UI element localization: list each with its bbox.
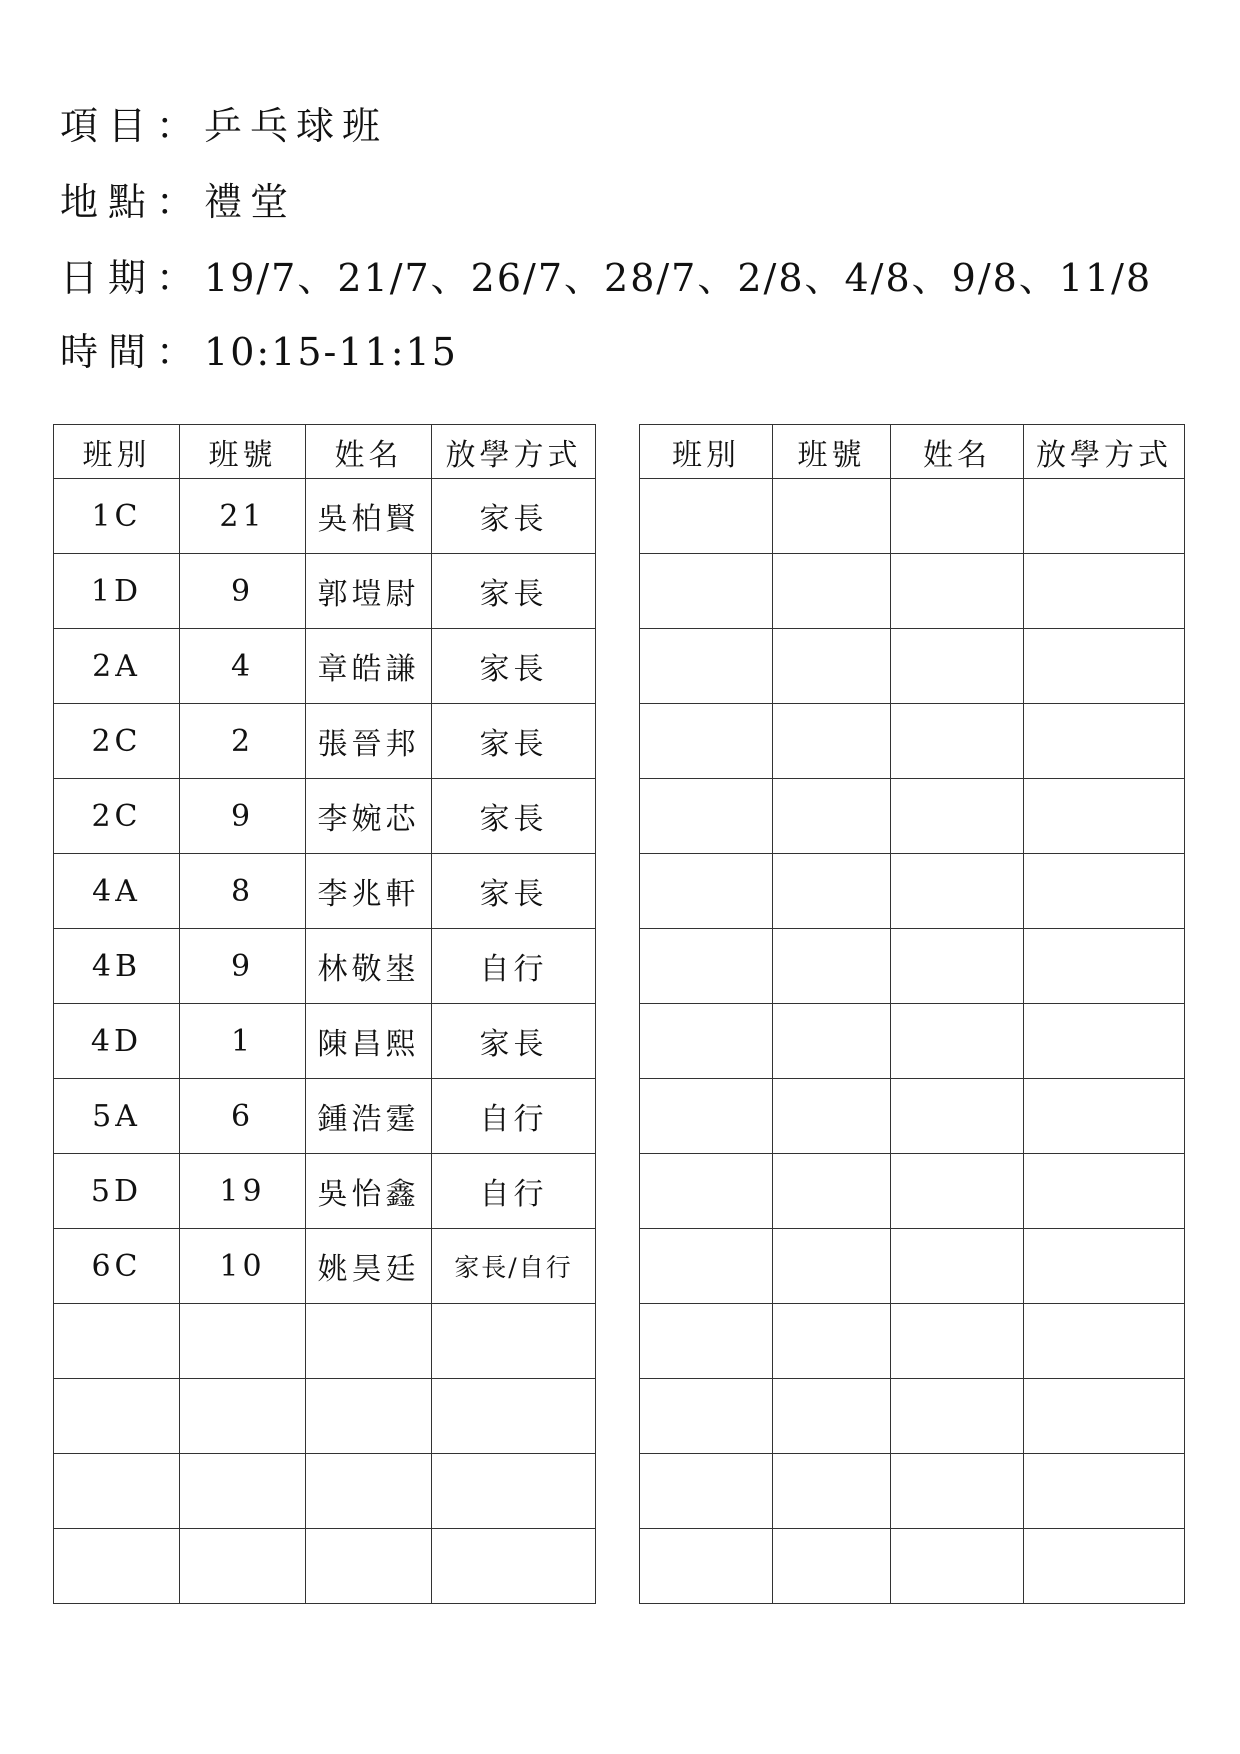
table-row: [640, 854, 1185, 929]
cell-class: [640, 929, 773, 1004]
cell-class: [640, 1379, 773, 1454]
roster-table-left: [53, 424, 596, 1604]
date-label: 日期：: [60, 256, 205, 300]
cell-class: 2C: [54, 704, 180, 779]
table-row: [640, 1529, 1185, 1604]
column-header-dismissal: 放學方式: [432, 425, 596, 479]
cell-number: 2: [180, 704, 306, 779]
table-row: [640, 1004, 1185, 1079]
table-row: [640, 1379, 1185, 1454]
cell-class: 4D: [54, 1004, 180, 1079]
cell-name: [891, 554, 1024, 629]
cell-class: [640, 1529, 773, 1604]
table-row: [54, 1304, 596, 1379]
cell-class: 5A: [54, 1079, 180, 1154]
cell-name: [891, 1379, 1024, 1454]
cell-class: 4A: [54, 854, 180, 929]
cell-class: [640, 1079, 773, 1154]
cell-number: 9: [180, 779, 306, 854]
cell-class: [640, 1154, 773, 1229]
cell-name: [891, 1229, 1024, 1304]
time-label: 時間：: [60, 330, 205, 374]
table-row: [54, 704, 596, 779]
table-row: [640, 1079, 1185, 1154]
cell-class: 1C: [54, 479, 180, 554]
cell-dismissal: 家長: [432, 479, 596, 554]
cell-class: [54, 1529, 180, 1604]
table-row: [640, 479, 1185, 554]
cell-name: [306, 1379, 432, 1454]
table-row: [640, 554, 1185, 629]
cell-dismissal: [1024, 1154, 1185, 1229]
table-row: [640, 1454, 1185, 1529]
cell-number: [773, 1229, 891, 1304]
cell-class: [640, 1454, 773, 1529]
column-header-dismissal: 放學方式: [1024, 425, 1185, 479]
cell-number: [180, 1529, 306, 1604]
table-row: [640, 929, 1185, 1004]
cell-number: 9: [180, 554, 306, 629]
cell-class: [640, 629, 773, 704]
cell-dismissal: [1024, 1229, 1185, 1304]
cell-number: [773, 929, 891, 1004]
table-row: [54, 854, 596, 929]
table-row: [54, 929, 596, 1004]
cell-name: [891, 1529, 1024, 1604]
table-row: [640, 1154, 1185, 1229]
cell-class: [54, 1379, 180, 1454]
cell-class: 4B: [54, 929, 180, 1004]
cell-name: [891, 479, 1024, 554]
cell-number: [773, 1079, 891, 1154]
cell-class: 2A: [54, 629, 180, 704]
cell-number: 8: [180, 854, 306, 929]
cell-dismissal: [1024, 1079, 1185, 1154]
table-row: [640, 1304, 1185, 1379]
table-row: [640, 779, 1185, 854]
cell-number: [773, 854, 891, 929]
cell-number: 21: [180, 479, 306, 554]
cell-name: [891, 1304, 1024, 1379]
table-row: [54, 1529, 596, 1604]
place-label: 地點：: [60, 180, 205, 224]
cell-number: 19: [180, 1154, 306, 1229]
cell-number: [773, 1379, 891, 1454]
table-row: [54, 629, 596, 704]
cell-number: [773, 1004, 891, 1079]
cell-name: 姚昊廷: [306, 1229, 432, 1304]
cell-dismissal: [1024, 1529, 1185, 1604]
cell-name: [891, 704, 1024, 779]
item-value: 乒乓球班: [204, 104, 389, 148]
cell-class: [640, 854, 773, 929]
cell-class: [640, 479, 773, 554]
cell-class: [54, 1454, 180, 1529]
place-line: [60, 178, 296, 226]
cell-dismissal: 家長: [432, 779, 596, 854]
cell-number: 9: [180, 929, 306, 1004]
cell-name: [891, 1079, 1024, 1154]
cell-dismissal: 家長/自行: [432, 1229, 596, 1304]
cell-dismissal: [432, 1454, 596, 1529]
cell-dismissal: [1024, 479, 1185, 554]
cell-number: [180, 1304, 306, 1379]
item-line: [60, 102, 388, 150]
column-header-name: 姓名: [891, 425, 1024, 479]
cell-number: [773, 479, 891, 554]
cell-dismissal: 自行: [432, 1079, 596, 1154]
cell-name: 李婉芯: [306, 779, 432, 854]
cell-name: [891, 1004, 1024, 1079]
roster-table-right: [639, 424, 1185, 1604]
table-row: [54, 1004, 596, 1079]
table-row: [54, 554, 596, 629]
column-header-number: 班號: [180, 425, 306, 479]
table-row: [54, 1229, 596, 1304]
date-line: [60, 254, 1152, 302]
cell-dismissal: [1024, 1304, 1185, 1379]
cell-class: 5D: [54, 1154, 180, 1229]
cell-dismissal: [432, 1529, 596, 1604]
column-header-class: 班別: [640, 425, 773, 479]
time-line: [60, 328, 458, 376]
cell-class: 1D: [54, 554, 180, 629]
cell-number: [773, 629, 891, 704]
cell-name: [306, 1529, 432, 1604]
cell-dismissal: [1024, 629, 1185, 704]
cell-number: 6: [180, 1079, 306, 1154]
cell-dismissal: 家長: [432, 554, 596, 629]
cell-dismissal: 家長: [432, 704, 596, 779]
table-row: [640, 1229, 1185, 1304]
cell-number: 1: [180, 1004, 306, 1079]
cell-name: [891, 1154, 1024, 1229]
cell-dismissal: 自行: [432, 1154, 596, 1229]
cell-name: 鍾浩霆: [306, 1079, 432, 1154]
cell-dismissal: 家長: [432, 1004, 596, 1079]
cell-name: 章皓謙: [306, 629, 432, 704]
cell-class: [640, 704, 773, 779]
cell-number: [773, 1529, 891, 1604]
cell-number: [773, 704, 891, 779]
cell-class: [54, 1304, 180, 1379]
table-row: [54, 1079, 596, 1154]
cell-number: [773, 554, 891, 629]
item-label: 項目：: [60, 104, 205, 148]
date-value: 19/7、21/7、26/7、28/7、2/8、4/8、9/8、11/8: [204, 256, 1153, 300]
cell-name: 林敬埊: [306, 929, 432, 1004]
cell-name: [306, 1304, 432, 1379]
cell-class: [640, 1229, 773, 1304]
cell-class: [640, 554, 773, 629]
cell-dismissal: [1024, 1004, 1185, 1079]
cell-class: 2C: [54, 779, 180, 854]
cell-number: [180, 1379, 306, 1454]
cell-name: 陳昌熙: [306, 1004, 432, 1079]
cell-number: [180, 1454, 306, 1529]
cell-dismissal: [1024, 854, 1185, 929]
cell-dismissal: [1024, 704, 1185, 779]
cell-name: 郭塏尉: [306, 554, 432, 629]
cell-number: 10: [180, 1229, 306, 1304]
cell-dismissal: [1024, 1379, 1185, 1454]
cell-name: 張晉邦: [306, 704, 432, 779]
cell-name: [891, 779, 1024, 854]
cell-number: 4: [180, 629, 306, 704]
cell-dismissal: [432, 1379, 596, 1454]
cell-name: 吳怡鑫: [306, 1154, 432, 1229]
cell-class: 6C: [54, 1229, 180, 1304]
table-header-row: [640, 425, 1185, 479]
cell-name: [306, 1454, 432, 1529]
cell-dismissal: 家長: [432, 629, 596, 704]
cell-class: [640, 1304, 773, 1379]
table-row: [54, 1454, 596, 1529]
cell-dismissal: [1024, 1454, 1185, 1529]
cell-dismissal: [1024, 929, 1185, 1004]
cell-number: [773, 1154, 891, 1229]
table-row: [54, 779, 596, 854]
column-header-class: 班別: [54, 425, 180, 479]
cell-number: [773, 779, 891, 854]
cell-number: [773, 1454, 891, 1529]
cell-name: [891, 854, 1024, 929]
cell-name: [891, 1454, 1024, 1529]
cell-dismissal: [1024, 554, 1185, 629]
cell-name: [891, 629, 1024, 704]
cell-name: 李兆軒: [306, 854, 432, 929]
table-header-row: [54, 425, 596, 479]
cell-dismissal: [432, 1304, 596, 1379]
table-row: [54, 1154, 596, 1229]
place-value: 禮堂: [204, 180, 297, 224]
column-header-name: 姓名: [306, 425, 432, 479]
cell-class: [640, 1004, 773, 1079]
table-row: [640, 704, 1185, 779]
table-row: [54, 1379, 596, 1454]
table-row: [54, 479, 596, 554]
cell-name: 吳柏賢: [306, 479, 432, 554]
cell-class: [640, 779, 773, 854]
table-row: [640, 629, 1185, 704]
column-header-number: 班號: [773, 425, 891, 479]
cell-dismissal: [1024, 779, 1185, 854]
time-value: 10:15-11:15: [204, 330, 458, 374]
cell-name: [891, 929, 1024, 1004]
cell-dismissal: 自行: [432, 929, 596, 1004]
cell-dismissal: 家長: [432, 854, 596, 929]
cell-number: [773, 1304, 891, 1379]
